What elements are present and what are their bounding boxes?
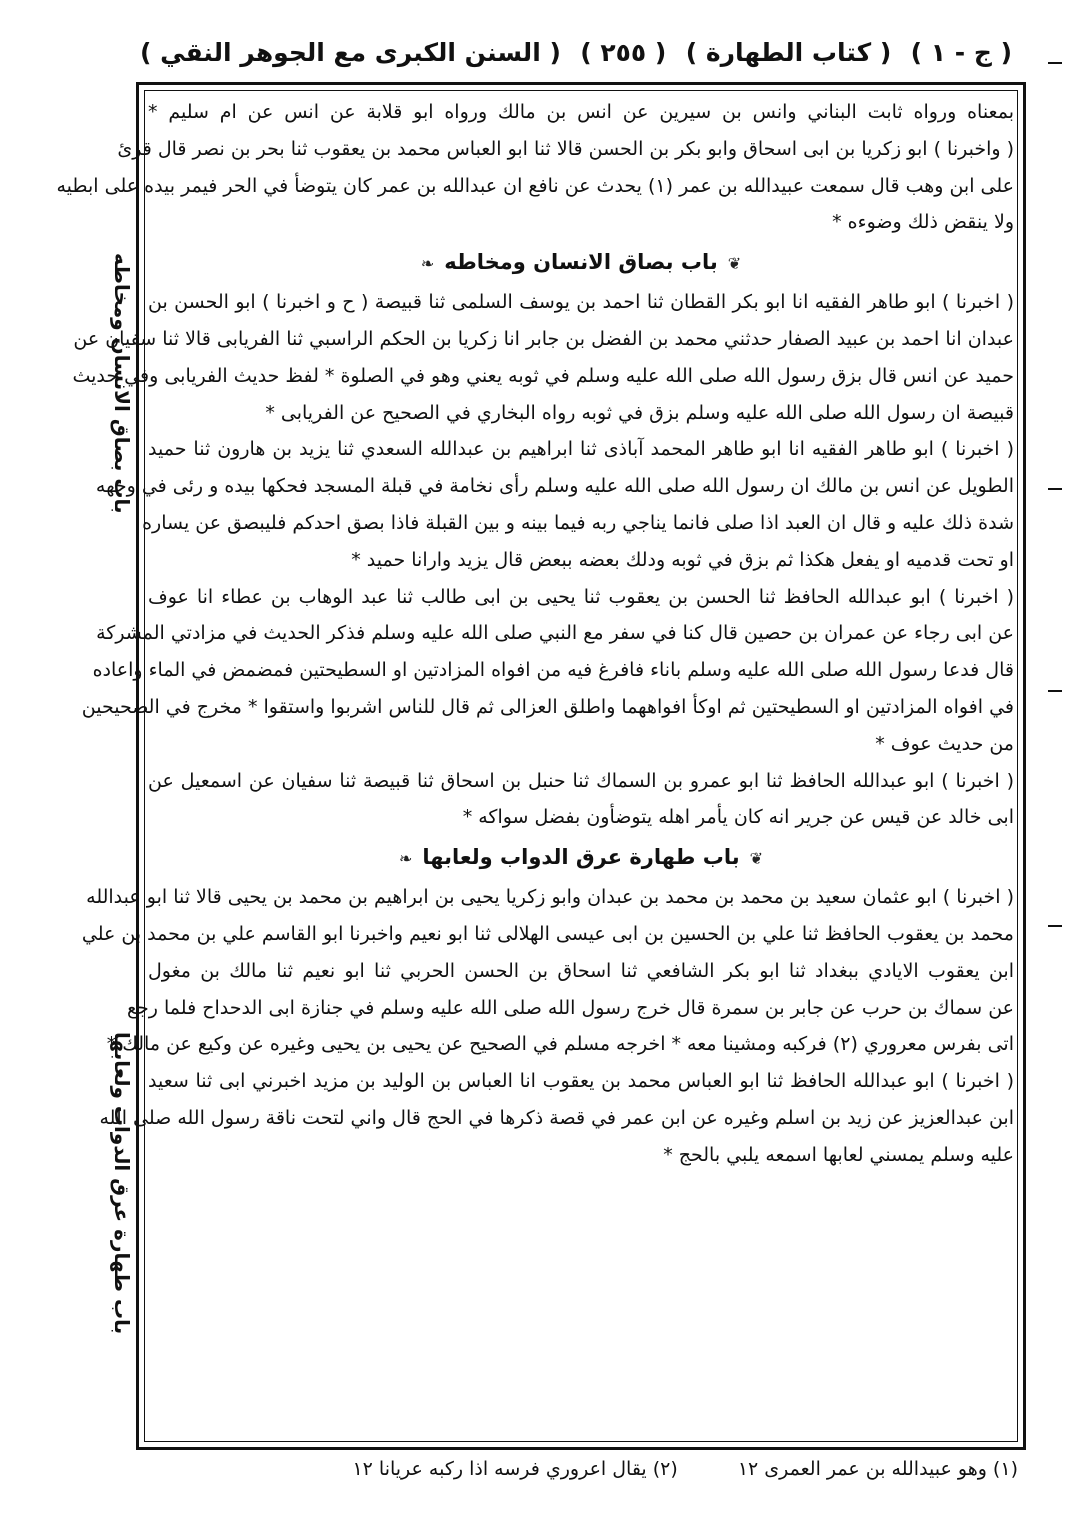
text-line: محمد بن يعقوب الحافظ ثنا علي بن الحسين بن ابى عيسى الهلالى ثنا ابو نعيم واخبرنا ابو القاسم علي بن محمد بن علي <box>81 922 1014 945</box>
footnotes <box>340 1458 1018 1498</box>
text-line: ( اخبرنا ) ابو عبدالله الحافظ ثنا ابو العباس محمد بن يعقوب انا العباس بن الوليد بن مزيد اخبرني ابى ثنا سعيد <box>148 1070 1014 1093</box>
text-line: ( اخبرنا ) ابو طاهر الفقيه انا ابو طاهر المحمد آباذى ثنا ابراهيم بن عبدالله السعدي ثنا يزيد بن هارون ثنا حميد <box>148 438 1014 461</box>
ornament-icon: ❧ <box>398 849 413 869</box>
page-number: ( ٢٥٥ ) <box>580 37 667 67</box>
text-line: ( واخبرنا ) ابو زكريا بن ابى اسحاق وابو بكر بن الحسن قالا ثنا ابو العباس محمد بن يعقوب ثنا بحر بن نصر قال قرئ <box>117 137 1014 160</box>
edge-mark <box>1048 925 1062 927</box>
text-line: عن ابى رجاء عن عمران بن حصين قال كنا في سفر مع النبي صلى الله عليه وسلم فذكر الحديث في مزادتي المشركة <box>96 622 1014 645</box>
chapter-heading <box>148 836 1014 879</box>
volume-number: ( ج - ١ ) <box>910 37 1012 67</box>
chapter-title: باب بصاق الانسان ومخاطه <box>444 250 718 275</box>
text-line: ابن عبدالعزيز عن زيد بن اسلم وغيره عن ابن عمر في قصة ذكرها في الحج قال واني لتحت ناقة رسول الله صلى الله <box>99 1106 1014 1129</box>
text-line: ( اخبرنا ) ابو عبدالله الحافظ ثنا الحسن بن يعقوب ثنا يحيى بن ابى طالب ثنا عبد الوهاب بن عطاء انا عوف <box>148 585 1014 608</box>
text-line: بمعناه ورواه ثابت البناني وانس بن سيرين عن انس بن مالك ورواه ابو قلابة عن انس عن ام سليم * <box>148 101 1014 123</box>
chapter-heading <box>148 241 1014 284</box>
text-line: قال فدعا رسول الله صلى الله عليه وسلم باناء فافرغ فيه من افواه المزادتين او السطيحتين فمضمض في الماء واعاده <box>92 659 1014 682</box>
text-line: ( اخبرنا ) ابو عثمان سعيد بن محمد بن محمد بن عبدان وابو زكريا يحيى بن ابراهيم بن محمد بن يحيى قالا ثنا ابو عبدالله <box>86 886 1014 909</box>
ornament-icon: ❦ <box>749 849 763 869</box>
chapter-title: باب طهارة عرق الدواب ولعابها <box>422 845 740 870</box>
edge-mark <box>1048 62 1062 64</box>
text-line: او تحت قدميه او يفعل هكذا ثم بزق في ثوبه ودلك بعضه ببعض قال يزيد وارانا حميد * <box>351 548 1014 571</box>
text-line: قبيصة ان رسول الله صلى الله عليه وسلم بزق في ثوبه رواه البخاري في الصحيح عن الفريابى * <box>265 401 1014 424</box>
book-title: ( السنن الكبرى مع الجوهر النقي ) <box>140 37 561 67</box>
text-line: عليه وسلم يمسني لعابها اسمعه يلبي بالحج * <box>663 1143 1014 1166</box>
text-line: ( اخبرنا ) ابو عبدالله الحافظ ثنا ابو عمرو بن السماك ثنا حنبل بن اسحاق ثنا قبيصة ثنا سفيان عن اسمعيل عن <box>148 769 1014 792</box>
text-line: ابن يعقوب الايادي ببغداد ثنا ابو بكر الشافعي ثنا اسحاق بن الحسن الحربي ثنا ابو نعيم ثنا مالك بن مغول <box>148 959 1014 982</box>
section-title: ( كتاب الطهارة ) <box>685 37 892 67</box>
text-line: من حديث عوف * <box>875 732 1014 755</box>
ornament-icon: ❦ <box>727 254 742 274</box>
text-line: اتى بفرس معروري (٢) فركبه ومشينا معه * اخرجه مسلم في الصحيح عن يحيى بن يحيى وغيره عن وكيع عن مالك * <box>106 1033 1014 1056</box>
text-line: شدة ذلك عليه و قال ان العبد اذا صلى فانما يناجي ربه فيما بينه و بين القبلة فاذا بصق احدكم فليبصق عن يساره <box>142 511 1014 534</box>
text-line: على ابن وهب قال سمعت عبيدالله بن عمر (١) يحدث عن نافع ان عبدالله بن عمر كان يتوضأ في الحر فيمر بيده على ابطيه <box>56 174 1014 197</box>
main-text <box>56 94 1014 1440</box>
footnote: (١) وهو عبيدالله بن عمر العمرى ١٢ <box>737 1458 1018 1480</box>
ornament-icon: ❧ <box>420 254 435 274</box>
running-header <box>140 28 1012 76</box>
text-line: الطويل عن انس بن مالك ان رسول الله صلى الله عليه وسلم رأى نخامة في قبلة المسجد فحكها بيده و رئى في وجهه <box>95 475 1014 498</box>
text-line: عن سماك بن حرب عن جابر بن سمرة قال خرج رسول الله صلى الله عليه وسلم في جنازة ابى الدحداح فلما رجع <box>126 996 1014 1019</box>
text-line: ابى خالد عن قيس عن جرير انه كان يأمر اهله يتوضأون بفضل سواكه * <box>462 806 1014 829</box>
text-line: في افواه المزادتين او السطيحتين ثم اوكأ افواههما واطلق العزالى ثم قال للناس اشربوا واستقوا * مخرج في الصحيحين <box>81 695 1014 718</box>
edge-mark <box>1048 488 1062 490</box>
text-line: ولا ينقض ذلك وضوءه * <box>832 211 1014 234</box>
text-line: عبدان انا احمد بن عبيد الصفار حدثني محمد بن الفضل بن جابر انا زكريا بن الحكم الراسبي ثنا الفريابى قالا ثنا سفيان عن <box>73 327 1014 350</box>
margin-note-text: باب طهارة عرق الدواب ولعابها <box>110 1031 134 1335</box>
margin-chapter-note <box>70 1028 134 1338</box>
footnote: (٢) يقال اعروري فرسه اذا ركبه عريانا ١٢ <box>352 1458 678 1480</box>
text-line: حميد عن انس قال بزق رسول الله صلى الله عليه وسلم في ثوبه يعني وهو في الصلوة * لفظ حديث الفريابى وفي حديث <box>72 364 1014 387</box>
text-line: ( اخبرنا ) ابو طاهر الفقيه انا ابو بكر القطان ثنا احمد بن يوسف السلمى ثنا قبيصة ( ح و اخبرنا ) ابو الحسن بن <box>148 291 1014 314</box>
margin-note-text: باب بصاق الانسان ومخاطه <box>110 252 134 514</box>
edge-mark <box>1048 690 1062 692</box>
